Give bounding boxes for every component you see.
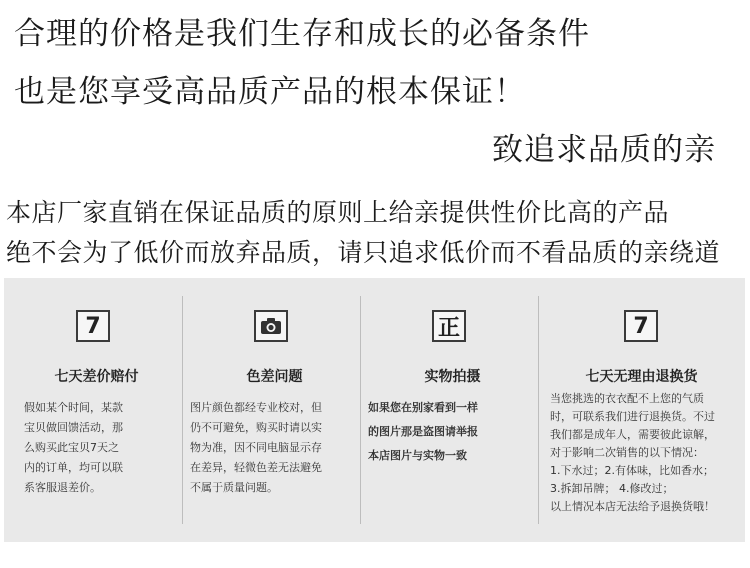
headline-line-2: 也是您享受高品质产品的根本保证！	[14, 74, 526, 110]
headline-line-3: 致追求品质的亲	[492, 132, 716, 168]
service-description: 如果您在别家看到一样 的图片那是盗图请举报 本店图片与实物一致	[368, 401, 478, 462]
headline-line-4: 本店厂家直销在保证品质的原则上给亲提供性价比高的产品	[6, 198, 670, 227]
service-color-difference	[182, 278, 367, 542]
service-description: 假如某个时间，某款 宝贝做回馈活动，那 么购买此宝贝7天之 内的订单，均可以联 系客服退差价。	[24, 401, 123, 494]
service-title: 七天无理由退换货	[585, 369, 698, 385]
camera-glyph	[260, 317, 282, 335]
headline-line-5: 绝不会为了低价而放弃品质，请只追求低价而不看品质的亲绕道	[6, 238, 721, 267]
service-title: 实物拍摄	[424, 369, 481, 385]
headline-line-1: 合理的价格是我们生存和成长的必备条件	[14, 16, 590, 52]
seven-days-icon: 7	[76, 310, 110, 342]
service-title: 七天差价赔付	[54, 369, 139, 385]
service-price-protection	[4, 278, 189, 542]
camera-icon	[254, 310, 288, 342]
seven-days-icon: 7	[624, 310, 658, 342]
service-panel	[4, 278, 745, 542]
service-description: 图片颜色都经专业校对，但 仍不可避免，购买时请以实 物为准，因不同电脑显示存 在差异，轻微色差无法避免 不属于质量问题。	[190, 401, 322, 494]
genuine-mark-icon: 正	[432, 310, 466, 342]
service-real-photos	[360, 278, 545, 542]
service-description: 当您挑选的衣衣配不上您的气质 时，可联系我们进行退换货。不过 我们都是成年人，需要彼此谅解， 对于影响二次销售的以下情况： 1.下水过；2.有体味，比如香水； 3.拆卸吊牌； 4.修改过； 以上情况本店无法给予退换货哦！	[550, 392, 715, 513]
service-seven-day-return	[538, 278, 745, 542]
service-title: 色差问题	[246, 369, 303, 385]
